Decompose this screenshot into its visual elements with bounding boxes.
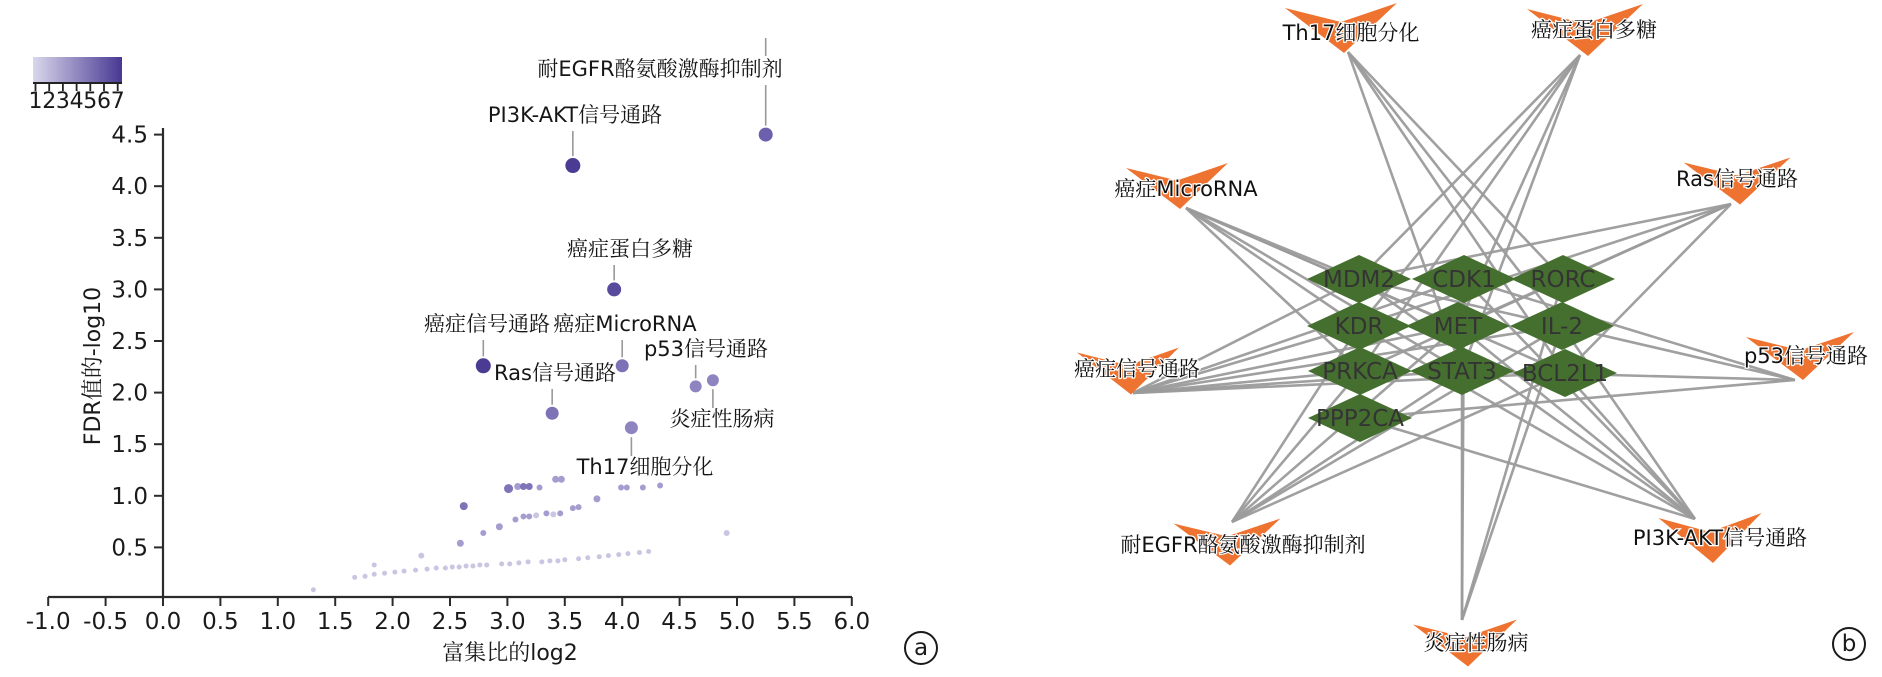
pathway-node-label: Ras信号通路 (1676, 167, 1798, 191)
panel-a-letter: a (913, 635, 929, 661)
scatter-background-point (543, 510, 549, 516)
network-edge (1359, 326, 1695, 519)
y-tick-label: 4.0 (111, 174, 148, 201)
scatter-background-point (724, 530, 730, 536)
x-tick-label: 4.0 (603, 609, 641, 635)
x-tick-label: -1.0 (25, 609, 71, 635)
scatter-background-point (562, 557, 567, 562)
x-tick-label: 4.5 (661, 609, 698, 635)
panel-a-label (904, 631, 938, 665)
x-tick-label: 5.5 (776, 609, 813, 635)
network-edge (1359, 55, 1580, 279)
scatter-background-point (311, 587, 316, 592)
scatter-background-point (606, 553, 611, 558)
x-tick-label: 0.0 (144, 609, 182, 635)
x-tick-label: 3.5 (546, 609, 584, 635)
x-axis-title: 富集比的log2 (442, 641, 578, 666)
colorbar-tick-label: 1 (28, 89, 43, 114)
scatter-background-point (382, 571, 387, 576)
colorbar-tick-label: 6 (97, 89, 111, 114)
x-tick-label: 5.0 (718, 609, 756, 635)
pathway-node-label: p53信号通路 (1743, 344, 1869, 368)
scatter-background-point (516, 560, 521, 565)
scatter-background-point (484, 562, 489, 567)
scatter-background-point (425, 567, 430, 572)
scatter-background-point (618, 485, 624, 491)
scatter-background-point (372, 572, 377, 577)
x-tick-label: 0.5 (202, 609, 239, 635)
scatter-background-point (597, 554, 602, 559)
panel-b-label (1832, 627, 1866, 661)
scatter-background-point (570, 505, 576, 511)
scatter-background-point (539, 559, 544, 564)
scatter-background-point (526, 559, 531, 564)
scatter-background-point (646, 549, 651, 554)
colorbar-tick-label: 5 (83, 89, 98, 114)
gene-node-label: PPP2CA (1315, 406, 1405, 432)
colorbar-tick-label: 7 (110, 89, 125, 114)
scatter-background-point (547, 558, 552, 563)
y-tick-label: 3.0 (111, 277, 148, 304)
panel-b-letter: b (1841, 631, 1857, 657)
scatter-point-label: Th17细胞分化 (576, 455, 714, 479)
scatter-point-label: 癌症信号通路 (424, 312, 550, 336)
scatter-labeled-point (707, 374, 719, 386)
pathway-node-label: 癌症信号通路 (1074, 357, 1200, 381)
scatter-background-point (507, 561, 512, 566)
x-tick-label: 6.0 (833, 609, 871, 635)
network-edge (1232, 371, 1360, 522)
scatter-background-point (640, 485, 646, 491)
scatter-background-point (520, 513, 526, 519)
scatter-labeled-point (476, 358, 491, 373)
x-tick-label: 3.0 (489, 609, 526, 635)
scatter-background-point (457, 565, 462, 570)
scatter-background-point (526, 513, 532, 519)
pathway-node-label: 癌症MicroRNA (1114, 177, 1258, 201)
panel-b-network (1074, 3, 1868, 667)
colorbar-gradient (33, 57, 122, 82)
gene-node-label: PRKCA (1322, 359, 1398, 385)
scatter-background-point (576, 556, 581, 561)
scatter-background-point (624, 485, 630, 491)
scatter-background-point (402, 569, 407, 574)
scatter-labeled-point (616, 359, 629, 372)
scatter-background-point (464, 563, 469, 568)
panel-a-scatter (26, 38, 870, 666)
scatter-background-point (526, 483, 533, 490)
scatter-background-point (352, 575, 357, 580)
scatter-background-point (585, 555, 590, 560)
scatter-background-point (480, 530, 486, 536)
scatter-labeled-point (565, 158, 580, 173)
gene-node-label: IL-2 (1540, 314, 1584, 340)
scatter-background-point (443, 566, 448, 571)
scatter-background-point (499, 561, 504, 566)
colorbar-tick-label: 2 (42, 89, 57, 114)
scatter-labeled-point (759, 128, 773, 142)
y-tick-label: 2.0 (111, 380, 148, 407)
scatter-point-label: Ras信号通路 (494, 361, 616, 385)
scatter-labeled-point (546, 407, 559, 420)
pathway-node-label: 炎症性肠病 (1423, 631, 1529, 655)
scatter-background-point (477, 562, 482, 567)
x-tick-label: 1.5 (316, 609, 354, 635)
x-tick-label: 2.0 (374, 609, 411, 635)
scatter-background-point (576, 504, 582, 510)
scatter-background-point (413, 568, 418, 573)
scatter-background-point (512, 517, 518, 523)
scatter-background-point (504, 484, 513, 493)
pathway-node-label: Th17细胞分化 (1282, 21, 1420, 45)
scatter-point-label: PI3K-AKT信号通路 (487, 103, 663, 127)
scatter-background-point (434, 566, 439, 571)
network-edge (1232, 373, 1565, 522)
y-tick-label: 1.5 (111, 432, 148, 459)
scatter-background-point (550, 511, 556, 517)
colorbar-tick-label: 3 (55, 89, 70, 114)
gene-node-label: BCL2L1 (1521, 361, 1609, 387)
y-tick-label: 1.0 (111, 483, 148, 510)
scatter-point-label: p53信号通路 (643, 337, 769, 361)
colorbar-tick-label: 4 (69, 89, 84, 114)
gene-node-label: RORC (1530, 267, 1596, 293)
scatter-background-point (457, 540, 464, 547)
scatter-labeled-point (690, 380, 702, 392)
scatter-background-point (363, 574, 368, 579)
scatter-background-point (537, 485, 543, 491)
gene-node-label: CDK1 (1432, 267, 1496, 293)
scatter-point-label: 癌症蛋白多糖 (567, 237, 693, 261)
scatter-background-point (392, 570, 397, 575)
gene-node-label: MDM2 (1322, 267, 1396, 293)
y-tick-label: 4.5 (111, 122, 148, 149)
scatter-background-point (616, 552, 621, 557)
scatter-background-point (555, 558, 560, 563)
gene-node-label: STAT3 (1427, 359, 1497, 385)
scatter-background-point (533, 512, 539, 518)
scatter-background-point (470, 563, 475, 568)
gene-node-label: KDR (1334, 314, 1384, 340)
scatter-background-point (450, 565, 455, 570)
y-axis-title: FDR值的-log10 (81, 286, 106, 446)
pathway-node-label: 耐EGFR酪氨酸激酶抑制剂 (1120, 533, 1366, 557)
y-tick-label: 0.5 (111, 535, 148, 562)
scatter-background-point (625, 551, 630, 556)
scatter-point-label: 耐EGFR酪氨酸激酶抑制剂 (537, 57, 783, 81)
y-tick-label: 2.5 (111, 329, 148, 355)
scatter-labeled-point (607, 282, 621, 296)
scatter-background-point (557, 510, 563, 516)
scatter-background-point (657, 482, 663, 488)
pathway-node-label: PI3K-AKT信号通路 (1632, 526, 1808, 550)
scatter-point-label: 癌症MicroRNA (553, 312, 697, 336)
x-tick-label: 1.0 (259, 609, 297, 635)
scatter-background-point (637, 550, 642, 555)
scatter-background-point (496, 523, 503, 530)
scatter-background-point (418, 553, 424, 559)
scatter-point-label: 炎症性肠病 (669, 407, 775, 431)
network-edge (1232, 371, 1462, 522)
scatter-background-point (460, 502, 468, 510)
scatter-background-point (593, 495, 600, 502)
network-edge (1562, 326, 1695, 519)
x-tick-label: 2.5 (431, 609, 469, 635)
scatter-background-point (372, 562, 377, 567)
scatter-background-point (558, 476, 565, 483)
pathway-node-label: 癌症蛋白多糖 (1531, 18, 1657, 42)
x-tick-label: -0.5 (83, 609, 129, 635)
gene-node-label: MET (1433, 314, 1483, 340)
y-tick-label: 3.5 (111, 225, 148, 252)
scatter-labeled-point (625, 421, 638, 434)
